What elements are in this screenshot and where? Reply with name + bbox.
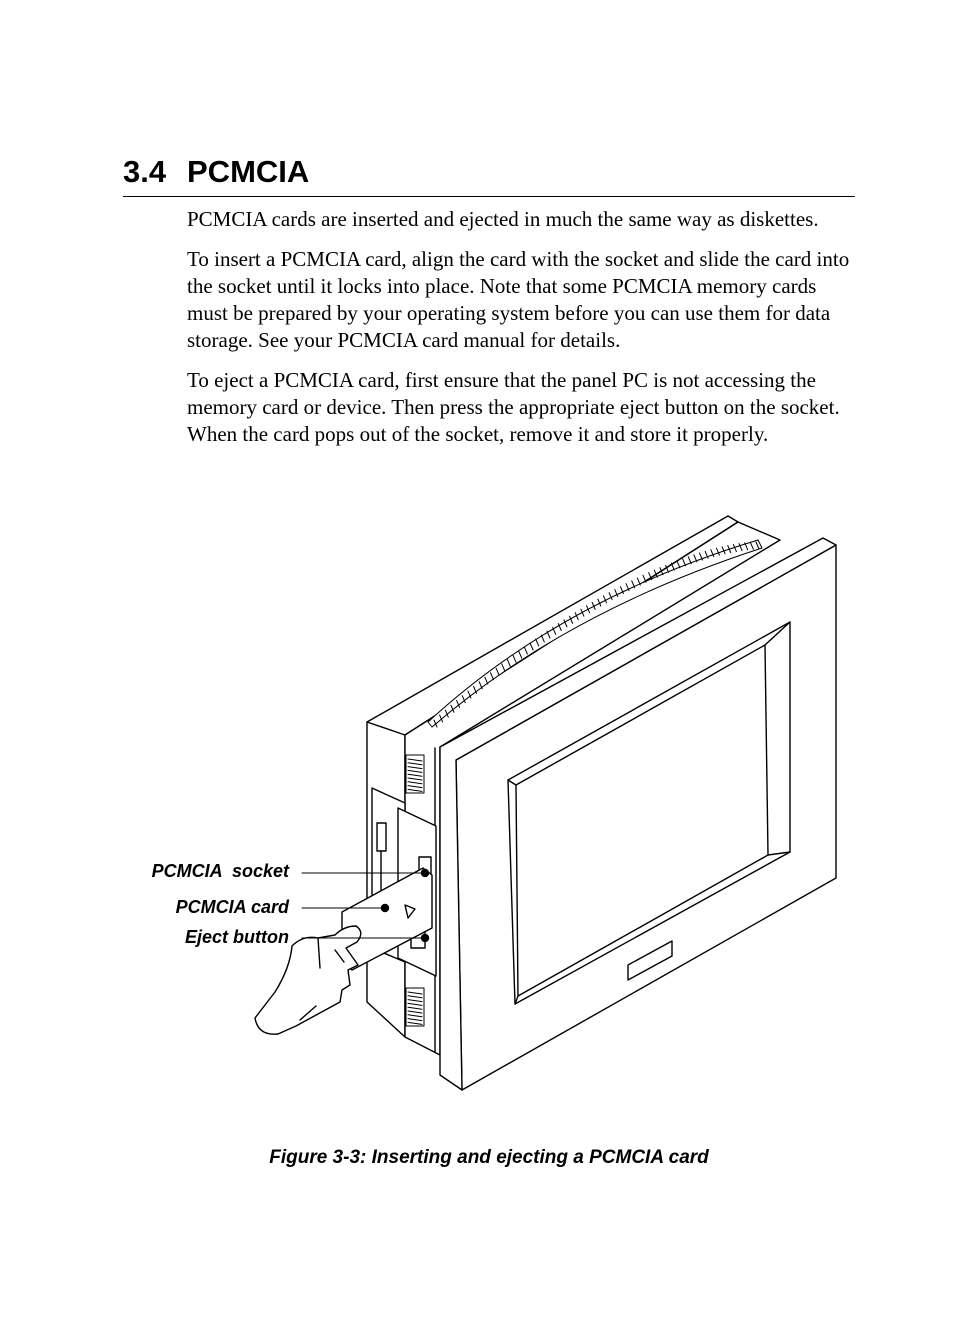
callout-dot-eject [422, 935, 429, 942]
paragraph-eject: To eject a PCMCIA card, first ensure that the panel PC is not accessing the memory card or device. Then press the appropriate eject button on the socket. When the card pops out of the socket, remove it and store it properly. [187, 368, 840, 446]
side-vent-upper [406, 755, 424, 793]
paragraph-intro: PCMCIA cards are inserted and ejected in much the same way as diskettes. [187, 207, 819, 231]
paragraph-insert: To insert a PCMCIA card, align the card with the socket and slide the card into the socket until it locks into place. Note that some PCMCIA memory cards must be prepared by your operating system before you can use them for data storage. See your PCMCIA card manual for details. [187, 247, 850, 352]
label-pcmcia-socket: PCMCIA socket [151, 861, 289, 881]
label-eject-button: Eject button [185, 927, 289, 947]
panel-pc-illustration [0, 510, 954, 1110]
body-text [187, 206, 855, 461]
section-title: PCMCIA [187, 154, 310, 189]
figure-caption: Figure 3-3: Inserting and ejecting a PCMCIA card [269, 1147, 709, 1168]
section-heading [123, 148, 855, 197]
callout-dot-card [382, 905, 389, 912]
side-vent-lower [406, 988, 424, 1026]
section-number: 3.4 [123, 154, 167, 189]
label-pcmcia-card: PCMCIA card [175, 897, 289, 917]
callout-dot-socket [422, 870, 429, 877]
